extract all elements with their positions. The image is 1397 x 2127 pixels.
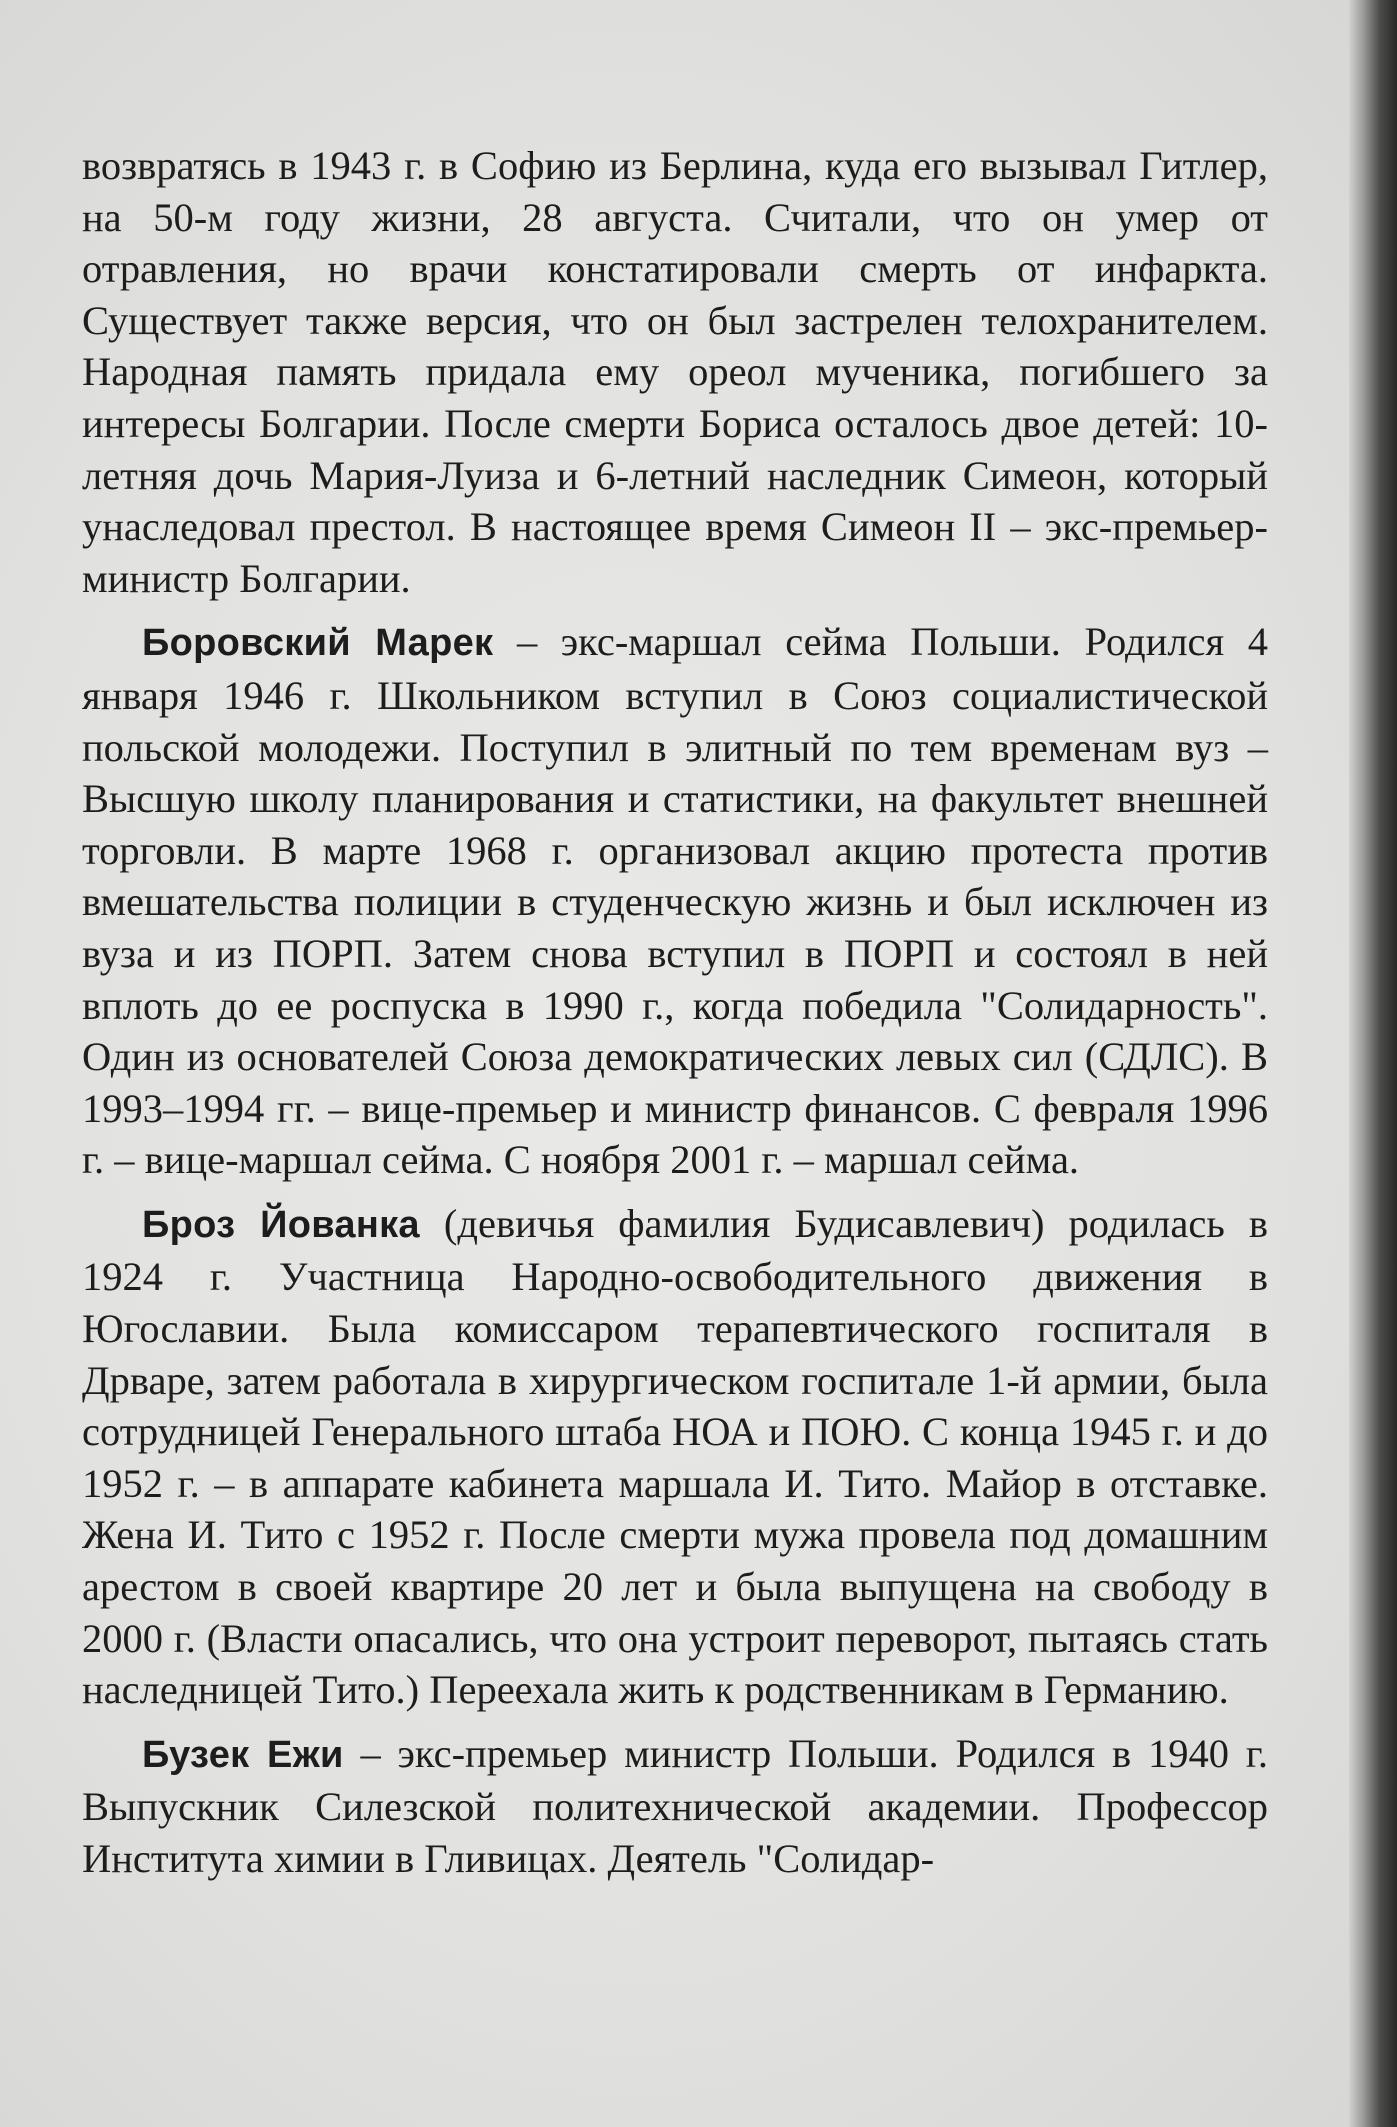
book-spine-shadow — [1349, 0, 1397, 2127]
entry-name: Броз Йованка — [142, 1203, 420, 1246]
paragraph-boris-continuation — [82, 140, 1268, 604]
entry-text: (девичья фамилия Будисавлевич) родилась в 1924 г. Участница Народно-освободительного движения в Югославии. Была комиссаром терапевтического госпиталя в Дрваре, затем работала в хирургическом госпитале 1-й армии, была сотрудницей Генерального штаба НОА и ПОЮ. С конца 1945 г. и до 1952 г. – в аппарате кабинета маршала И. Тито. Майор в отставке. Жена И. Тито с 1952 г. После смерти мужа провела под домашним арестом в своей квартире 20 лет и была выпущена на свободу в 2000 г. (Власти опасались, что она устроит переворот, пытаясь стать наследницей Тито.) Переехала жить к родственникам в Германию. — [82, 1200, 1268, 1713]
entry-broz-jovanka — [82, 1198, 1268, 1716]
entry-name: Боровский Марек — [142, 622, 494, 665]
paragraph-text: возвратясь в 1943 г. в Софию из Берлина, куда его вызывал Гитлер, на 50-м году жизни, 28 августа. Считали, что он умер от отравления, но врачи констатировали смерть от инфаркта. Существует также версия, что он был застрелен телохранителем. Народная память придала ему ореол мученика, погибшего за интересы Болгарии. После смерти Бориса осталось двое детей: 10-летняя дочь Мария-Луиза и 6-летний наследник Симеон, который унаследовал престол. В настоящее время Симеон II – экс-премьер-министр Болгарии. — [82, 143, 1268, 601]
entry-text: – экс-маршал сейма Польши. Родился 4 января 1946 г. Школьником вступил в Союз социалистической польской молодежи. Поступил в элитный по тем временам вуз – Высшую школу планирования и статистики, на факультет внешней торговли. В марте 1968 г. организовал акцию протеста против вмешательства полиции в студенческую жизнь и был исключен из вуза и из ПОРП. Затем снова вступил в ПОРП и состоял в ней вплоть до ее роспуска в 1990 г., когда победила "Солидарность". Один из основателей Союза демократических левых сил (СДЛС). В 1993–1994 гг. – вице-премьер и министр финансов. С февраля 1996 г. – вице-маршал сейма. С ноября 2001 г. – маршал сейма. — [82, 619, 1268, 1183]
page-body-text — [82, 140, 1268, 1897]
entry-name: Бузек Ежи — [142, 1733, 344, 1776]
entry-text: – экс-премьер министр Польши. Родился в 1940 г. Выпускник Силезской политехнической академии. Профессор Института химии в Гливицах. Деятель "Солидар- — [82, 1730, 1269, 1881]
entry-borowski-marek — [82, 616, 1268, 1186]
entry-buzek-jerzy — [82, 1728, 1268, 1885]
